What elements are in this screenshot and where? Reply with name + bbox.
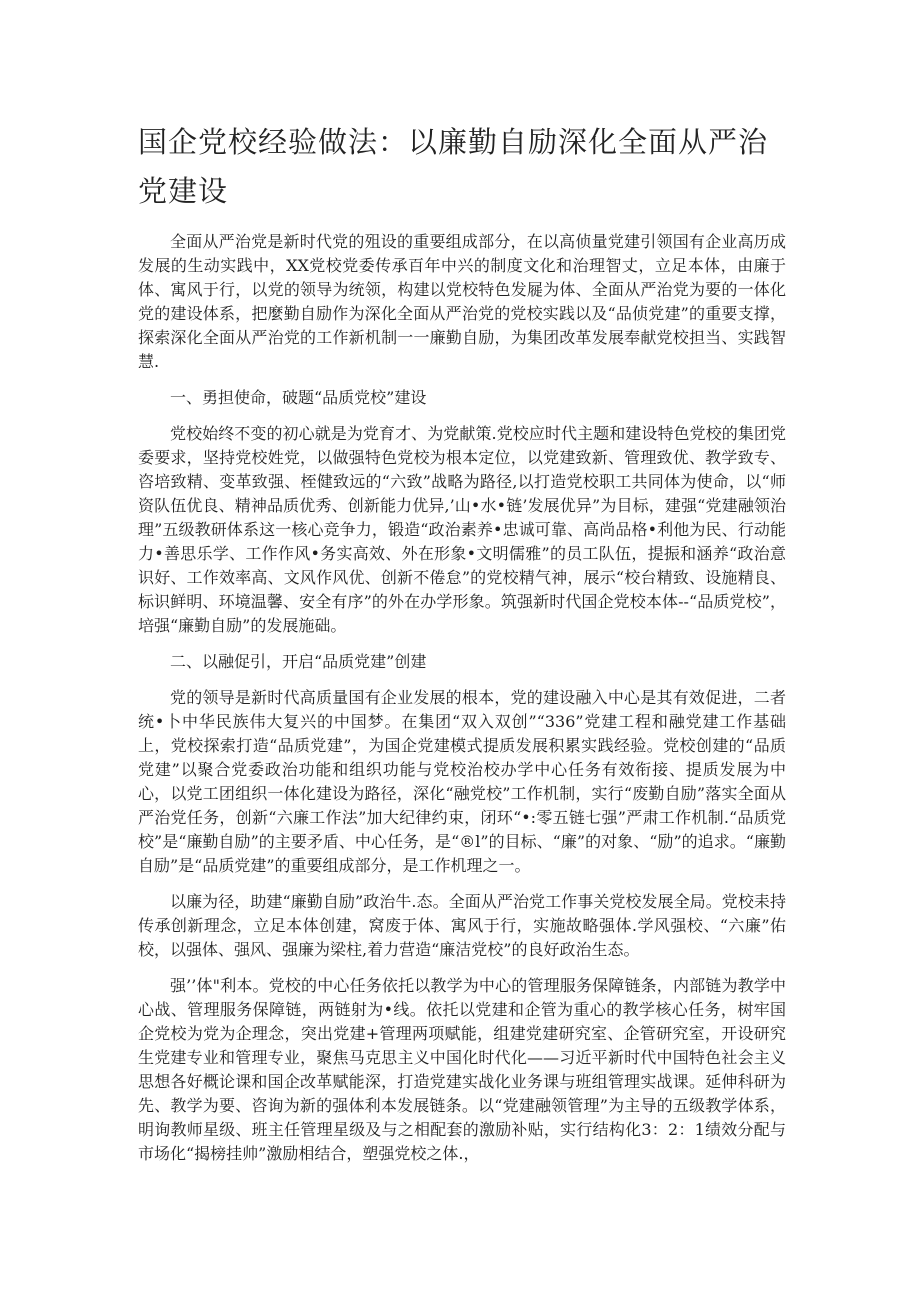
document-title: 国企党校经验做法：以廉勤自励深化全面从严治党建设 <box>138 125 769 208</box>
section-1-paragraph: 党校始终不变的初心就是为党育才、为党献策.党校应时代主题和建设特色党校的集团党委要求，坚持党校姓党，以做强特色党校为根本定位，以党建致新、管理致优、教学致专、咨培致精、变革致强、桎健致远的“六致”战略为路径,以打造党校职工共同体为使命，以“师资队伍优良、精神品质优秀、创新能力优异,’山•水•链’发展优异”为目标，建强“党建融领治理”五级教研体系这一核心竞争力，锻造“政治素养•忠诚可靠、高尚品格•利他为民、行动能力•善思乐学、工作作风•务实高效、外在形象•文明儒雅”的员工队伍，提振和涵养“政治意识好、工作效率高、文风作风优、创新不倦怠”的党校精气神，展示“校台精致、设施精良、标识鲜明、环境温馨、安全有序”的外在办学形象。筑强新时代国企党校本体--“品质党校”，培强“廉勤自励”的发展施础。 <box>138 424 786 635</box>
strengthen-body-paragraph: 强’’体"利本。党校的中心任务依托以教学为中心的管理服务保障链条，内部链为教学中心战、管理服务保障链，两链射为•线。依托以党建和企管为重心的教学核心任务，树牢国企党校为党为企理念，突出党建+管理两项赋能，组建党建研究室、企管研究室，开设研究生党建专业和管理专业，聚焦马克思主义中国化时代化——习近平新时代中国特色社会主义思想各好概论课和国企改革赋能深，打造党建实战化业务课与班组管理实战课。延伸科研为先、教学为要、咨询为新的强体利本发展链条。以“党建融领管理”为主导的五级教学体系，明询教师星级、班主任管理星级及与之相配套的激励补贴，实行结构化3：2：1绩效分配与市场化“揭榜挂帅”激励相结合，塑强党校之体.， <box>138 976 786 1163</box>
intro-paragraph: 全面从严治党是新时代党的殂设的重要组成部分，在以高侦量党建引领国有企业高历成发展的生动实践中，XX党校党委传承百年中兴的制度文化和治理智丈，立足本体，由廉于体、寓风于行，以党的领导为统领，构建以党校特色发屣为体、全面从严治党为要的一体化党的建设体系，把麼勤自励作为深化全面从严治党的党校实践以及“品侦党建”的重要支撑，探索深化全面从严治党的工作新机制一一廉勤自励，为集团改革发展奉献党校担当、实践智慧. <box>138 232 786 371</box>
integrity-paragraph: 以廉为径，助建“廉勤自励”政治牛.态。全面从严治党工作事关党校发展全局。党校耒持传承创新理念，立足本体创建，窝废于体、寓风于行，实施故略强体.学风强校、“六廉”佑校，以强体、强风、强廉为梁柱,着力营造“廉洁党校”的良好政治生态。 <box>138 892 786 959</box>
section-heading-1: 一、勇担使命，破题“品质党校”建设 <box>170 388 427 407</box>
section-2-paragraph: 党的领导是新时代高质量国有企业发展的根本，党的建设融入中心是其有效促进，二者统•卜中华民族伟大复兴的中国梦。在集团“双入双创”“336”党建工程和融党建工作基础上，党校探索打造“品质党建”，为国企党建模式提质发展积累实践经验。党校创建的“品质党建”以聚合党委政治功能和组织功能与党校治校办学中心任务有效衔接、提质发展为中心，以党工团组织一体化建设为路径，深化“融党校”工作机制，实行“废勤自励”落实全面从严治党任务，创新“六廉工作法”加大纪律约束，闭环“•:零五链七强”严肃工作机制.“品质党校”是“廉勤自励”的主要矛盾、中心任务，是“®l”的目标、“廉”的对象、“励”的追求。“廉勤自励”是“品质党建”的重要组成部分，是工作机理之一。 <box>138 688 786 875</box>
document-body <box>138 230 786 1178</box>
section-heading-2: 二、以融促引，开启“品质党建”创建 <box>170 652 427 671</box>
